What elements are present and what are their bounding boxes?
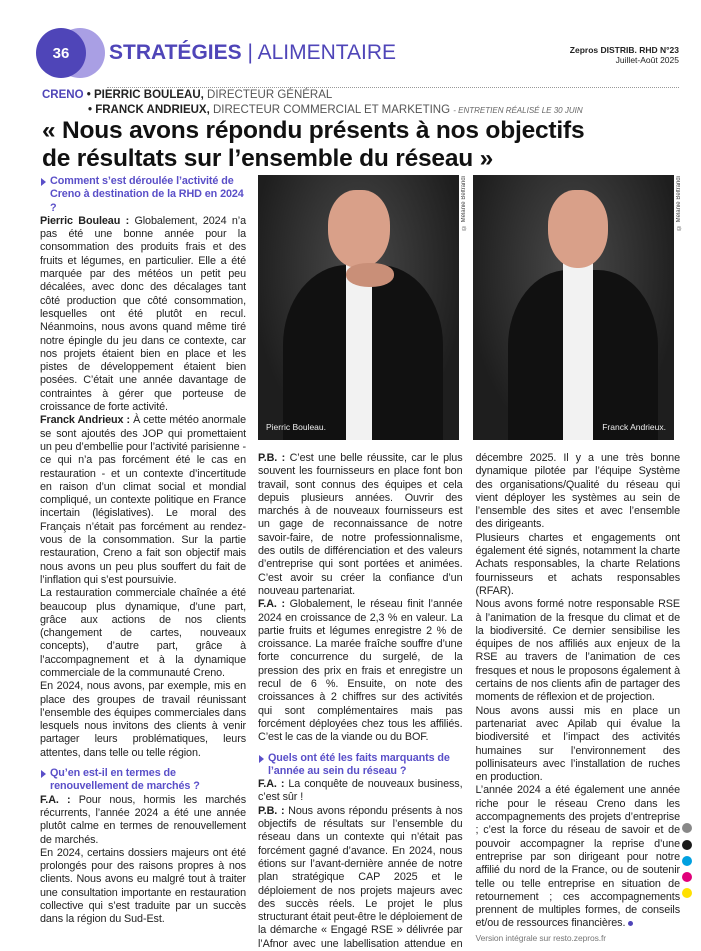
paragraph-text: Globalement, 2024 n’a pas été une bonne année pour la consommation des produits frais et des fruits et légumes, en particulier. Elle a été marquée par des météos un petit peu décalées, avec donc des décalages tant côté production que côté consommation, lesquelles ont été plutôt en recul. Néanmoins, nous avons quand même tiré notre épingle du jeu dans ce contexte, car nos projets étaient bien en place et les pistes de développement étaient bien posées. C’était une année davantage de contraintes à gérer que porteuse de croissance de forte activité.	[40, 214, 246, 414]
question-heading: Qu’en est-il en termes de renouvellement de marchés ?	[40, 767, 246, 794]
end-mark-icon	[628, 921, 633, 926]
paragraph-text: C’est une belle réussite, car le plus souvent les fournisseurs en place font bon travail, sont connus des équipes et cela depuis plusieurs années. Ouvrir des marchés à de nouveaux fournisseurs est un gage de reconnaissance de notre savoir-faire, de notre professionnalisme, des outils de différenciation et des valeurs d’entreprise qui sont portées et animées. C’est avoir su créer la confiance d’un nouveau partenariat.	[258, 452, 463, 597]
paragraph	[258, 778, 463, 805]
section-rubric	[109, 41, 396, 65]
paragraph	[40, 414, 246, 587]
publication-info	[570, 45, 679, 65]
byline	[42, 88, 583, 118]
paragraph-text: Nous avons répondu présents à nos objectifs de résultats sur l’ensemble du réseau dans un contexte qui n’était pas forcément gagné d’avance. En 2024, nous étions sur l’avant-dernière année de notre plan stratégique CAP 2025 et le déploiement de nos projets majeurs avec des succès réels. Le projet le plus structurant était peut-être le déploiement de la démarche « Engagé RSE » délivrée par l’Afnor avec une labellisation attendue en décembre 2025. Il y a une très bonne dynamique pilotée par l’équipe Système des organisations/Qualité du réseau qui vient déployer les systèmes au sein de l’ensemble des sites et avec l’ensemble des dirigeants.	[258, 452, 680, 950]
photo-credit: © Mélanie Beltrandi	[461, 176, 467, 231]
speaker: Franck Andrieux :	[40, 414, 131, 427]
question-heading: Comment s’est déroulée l’activité de Creno à destination de la RHD en 2024 ?	[40, 175, 246, 215]
paragraph	[258, 452, 463, 598]
print-mark-gray	[682, 823, 692, 833]
rubric-main: STRATÉGIES	[109, 41, 242, 64]
title-line: de résultats sur l’ensemble du réseau »	[42, 145, 494, 172]
article-columns-2-3	[258, 452, 680, 951]
paragraph-text: À cette météo anormale se sont ajoutés des JOP qui promettaient un peu d’embellie pour l’activité parisienne - ce qui n’a pas forcément été le cas en restauration - et un contexte d’incertitude en raison d’un climat social et mondial compliqué, un contexte politique en France incertain (législatives). Le moral des Français n’était pas forcément au rendez-vous de la consommation. Sur la partie restauration, Creno a fait son objectif mais nous avons un peu plus souffert du fait de l’inflation qui s’est poursuivie.	[40, 414, 247, 586]
paragraph-text: La conquête de nouveaux business, c’est sûr !	[258, 778, 463, 804]
paragraph: La restauration commerciale chaînée a été beaucoup plus dynamique, d’une part, grâce aux actions de nos clients (changement de cartes, nouveaux concepts), d’autre part, grâce à l’accompagnement et à la dynamique commerciale de la communauté Creno.	[40, 587, 246, 679]
speaker: F.A. :	[258, 598, 285, 611]
person2-role: DIRECTEUR COMMERCIAL ET MARKETING	[209, 104, 451, 116]
photo-caption: Franck Andrieux.	[602, 422, 666, 432]
company-name: CRENO	[42, 89, 84, 101]
photo-credit: © Mélanie Beltrandi	[676, 176, 682, 231]
page-number: 36	[36, 28, 86, 78]
photo-caption: Pierric Bouleau.	[266, 422, 327, 432]
speaker: P.B. :	[258, 804, 285, 817]
paragraph	[258, 598, 463, 744]
paragraph: Plusieurs chartes et engagements ont également été signés, notamment la charte Achats responsables, la charte Relations fournisseurs et achats responsables (RFAR).	[475, 531, 680, 597]
print-mark-cyan	[682, 856, 692, 866]
person1-name: • PIERRIC BOULEAU,	[86, 89, 204, 101]
paragraph: Nous avons formé notre responsable RSE à l’animation de la fresque du climat et de la biodiversité. Ce dernier sensibilise les équipes de nos affiliés aux enjeux de la RSE au travers de l’animation de ces fresques et nous le proposons également à certains de nos clients afin de partager des moments de réflexion et de projection.	[475, 598, 680, 704]
photo-figure	[328, 190, 390, 268]
photo-pierric-bouleau	[258, 175, 459, 440]
title-line: « Nous avons répondu présents à nos objectifs	[42, 117, 585, 144]
photo-figure	[346, 263, 394, 287]
print-mark-black	[682, 840, 692, 850]
person2-name: • FRANCK ANDRIEUX,	[88, 104, 210, 116]
speaker: Pierric Bouleau :	[40, 214, 130, 227]
speaker: P.B. :	[258, 452, 286, 464]
paragraph-text: L’année 2024 a été également une année riche pour le réseau Creno dans les accompagnements des projets d’entreprise ; c’est la force du réseau de savoir et de pouvoir accompagner la reprise d’une entreprise par son dirigeant pour notre affilié du nord de la France, ou de soutenir telle ou telle entreprise en situation de retournement ; ces accompagnements prennent de multiples formes, de conseils et/ou de ressources financières.	[475, 784, 680, 930]
paragraph-text: Pour nous, hormis les marchés récurrents, l’année 2024 a été une année plutôt calme en termes de renouvellement de marchés.	[40, 793, 246, 846]
person1-role: DIRECTEUR GÉNÉRAL	[203, 89, 333, 101]
issue-date: Juillet-Août 2025	[615, 55, 679, 65]
question-heading: Quels ont été les faits marquants de l’année au sein du réseau ?	[258, 752, 463, 779]
photo-figure	[563, 260, 593, 440]
interview-note: - ENTRETIEN RÉALISÉ LE 30 JUIN	[453, 106, 583, 115]
paragraph	[40, 215, 246, 414]
paragraph: En 2024, nous avons, par exemple, mis en place des groupes de travail réunissant l’ensemble des équipes commerciales dans lesquels nous invitons des clients à venir partager leurs problématiques, leurs attentes, dans telle ou telle région.	[40, 680, 246, 759]
paragraph: En 2024, certains dossiers majeurs ont été prolongés pour des raisons propres à nos clients. Nous avons eu malgré tout à traiter une consultation importante en restauration collective qui s’est traduite par un succès dans la région du Sud-Est.	[40, 846, 246, 926]
photo-figure	[346, 265, 372, 440]
paragraph: Nous avons aussi mis en place un partenariat avec Apilab qui évalue la biodiversité et l’impact des activités humaines sur l’environnement des pollinisateurs avec l’installation de ruches en production.	[475, 704, 680, 784]
print-mark-yellow	[682, 888, 692, 898]
article-title	[42, 117, 584, 173]
print-mark-magenta	[682, 872, 692, 882]
full-version-link[interactable]: Version intégrale sur resto.zepros.fr	[475, 932, 606, 943]
speaker: F.A. :	[258, 778, 285, 791]
paragraph	[40, 794, 246, 847]
photo-franck-andrieux	[473, 175, 674, 440]
photo-figure	[548, 190, 608, 268]
paragraph-text: Globalement, le réseau finit l’année 2024 en croissance de 2,3 % en valeur. La partie fruits et légumes enregistre 2 % de croissance. La marée fraîche souffre d’une forte concurrence du surgelé, de la pression des prix en frais et enregistre un recul de 6 %. Ensuite, on note des croissances à 2 chiffres sur des activités qui sont complémentaires mais pas forcément déployées chez tous les affiliés. C’est le cas de la viande ou du BOF.	[258, 598, 463, 744]
article-column-1	[40, 175, 246, 927]
publication-name: Zepros DISTRIB. RHD N°23	[569, 45, 679, 55]
rubric-sub: | ALIMENTAIRE	[247, 41, 397, 64]
speaker: F.A. :	[40, 793, 71, 806]
